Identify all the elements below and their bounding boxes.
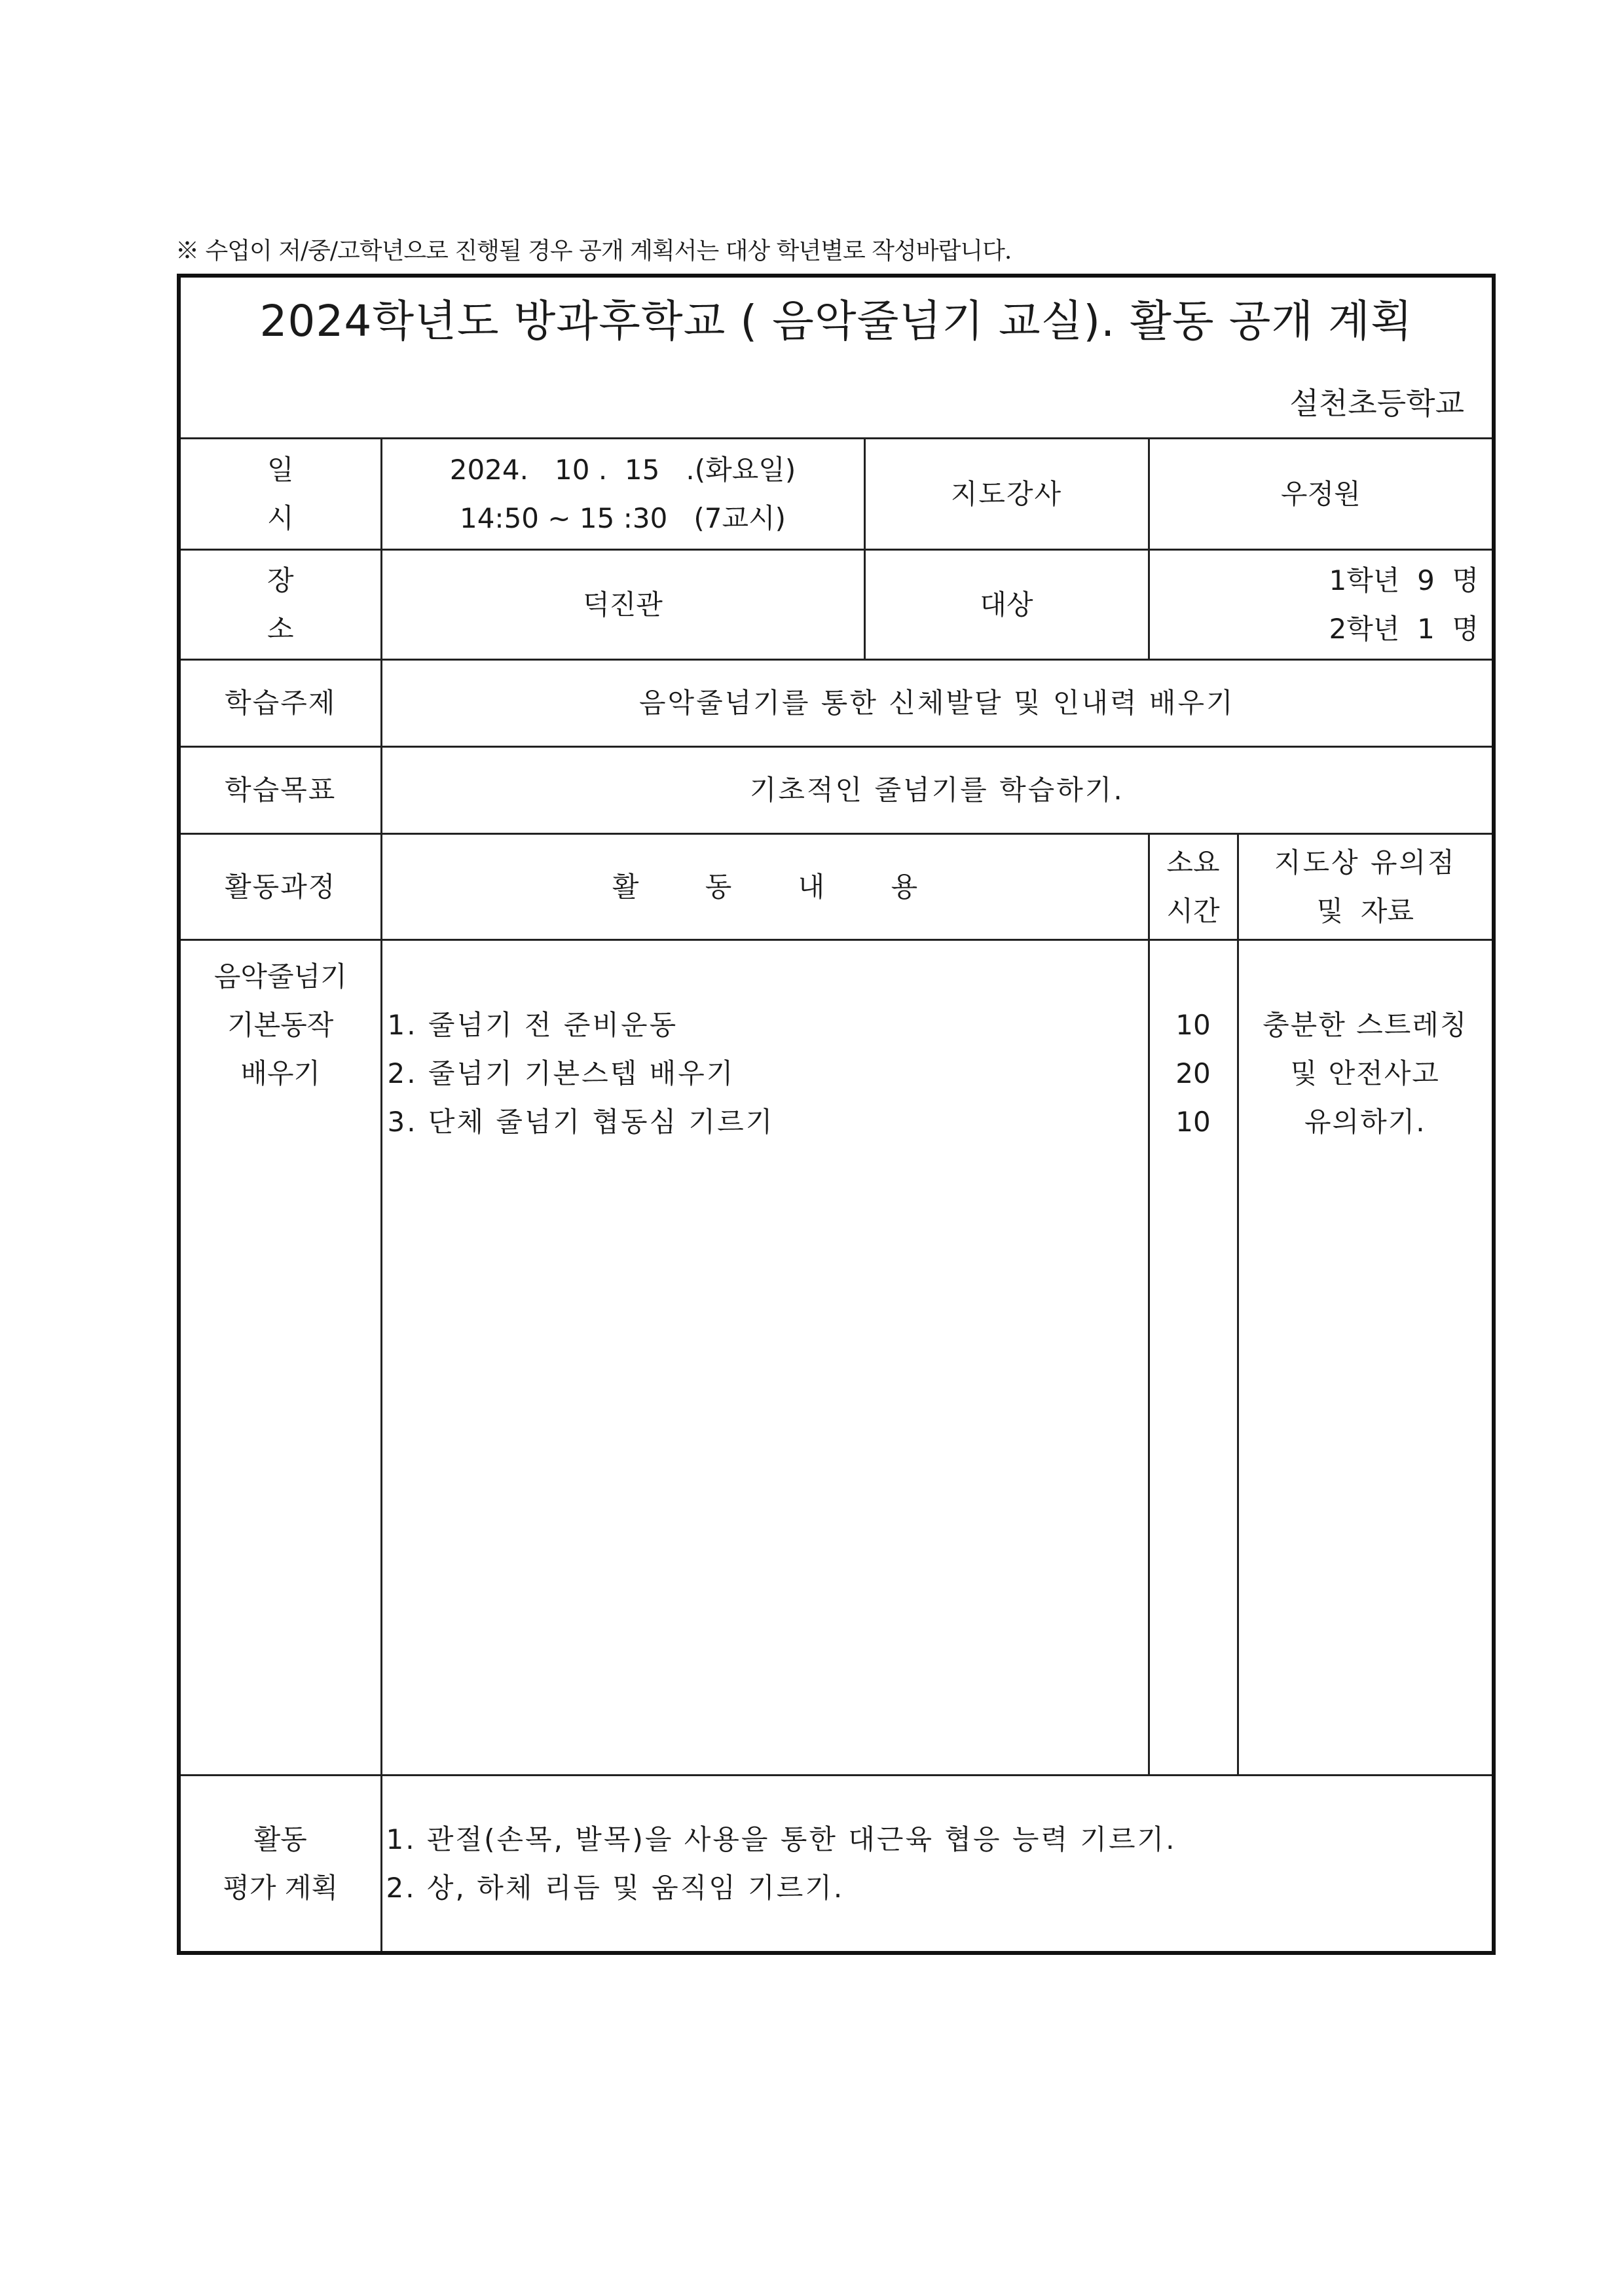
goal-row xyxy=(179,747,1494,834)
time-header-line2: 시간 xyxy=(1166,894,1220,927)
document-title: 2024학년도 방과후학교 ( 음악줄넘기 교실). 활동 공개 계획 xyxy=(259,296,1413,346)
content-header: 활 동 내 용 xyxy=(381,834,1149,940)
activity-header-row xyxy=(179,834,1494,940)
evaluation-row xyxy=(179,1776,1494,1954)
activity-item: 1. 줄넘기 전 준비운동 xyxy=(387,1009,678,1041)
school-name: 설천초등학교 xyxy=(1289,386,1465,421)
date-value xyxy=(381,439,864,550)
process-cell xyxy=(179,940,381,1776)
notes-line: 유의하기. xyxy=(1304,1106,1426,1138)
date-line: 2024. 10 . 15 .(화요일) xyxy=(449,453,796,486)
notes-header xyxy=(1238,834,1494,940)
notes-line: 충분한 스트레칭 xyxy=(1263,1009,1468,1041)
activity-time: 20 xyxy=(1175,1057,1211,1089)
time-line: 14:50 ~ 15 :30 (7교시) xyxy=(459,501,786,534)
place-label: 장 소 xyxy=(179,550,381,660)
process-header: 활동과정 xyxy=(179,834,381,940)
process-line: 음악줄넘기 xyxy=(213,960,347,993)
evaluation-content xyxy=(381,1776,1494,1954)
topic-label: 학습주제 xyxy=(179,660,381,747)
target-grade1: 1학년 9 명 xyxy=(1329,564,1479,596)
activity-item: 3. 단체 줄넘기 협동심 기르기 xyxy=(387,1106,775,1138)
evaluation-item: 1. 관절(손목, 발목)을 사용을 통한 대근육 협응 능력 기르기. xyxy=(386,1823,1177,1855)
target-value xyxy=(1149,550,1494,660)
goal-value: 기초적인 줄넘기를 학습하기. xyxy=(381,747,1494,834)
activity-time: 10 xyxy=(1175,1106,1211,1138)
date-row xyxy=(179,439,1494,550)
evaluation-label-line2: 평가 계획 xyxy=(223,1871,339,1904)
notes-header-line2: 및 자료 xyxy=(1316,894,1414,927)
time-cell xyxy=(1149,940,1238,1776)
date-label: 일 시 xyxy=(179,439,381,550)
evaluation-item: 2. 상, 하체 리듬 및 움직임 기르기. xyxy=(386,1871,845,1904)
target-grade2: 2학년 1 명 xyxy=(1329,612,1479,645)
goal-label: 학습목표 xyxy=(179,747,381,834)
activity-content-row xyxy=(179,940,1494,1776)
title-row xyxy=(179,276,1494,439)
topic-row xyxy=(179,660,1494,747)
instructor-value: 우정원 xyxy=(1149,439,1494,550)
plan-table xyxy=(177,274,1496,1955)
notes-cell xyxy=(1238,940,1494,1776)
instructor-label: 지도강사 xyxy=(864,439,1149,550)
evaluation-label xyxy=(179,1776,381,1954)
evaluation-label-line1: 활동 xyxy=(253,1823,307,1855)
notes-line: 및 안전사고 xyxy=(1290,1057,1440,1089)
notice-text: ※ 수업이 저/중/고학년으로 진행될 경우 공개 계획서는 대상 학년별로 작성바랍니다. xyxy=(175,238,1012,264)
process-line: 배우기 xyxy=(240,1057,321,1089)
topic-value: 음악줄넘기를 통한 신체발달 및 인내력 배우기 xyxy=(381,660,1494,747)
place-row xyxy=(179,550,1494,660)
target-label: 대상 xyxy=(864,550,1149,660)
activity-time: 10 xyxy=(1175,1009,1211,1041)
time-header xyxy=(1149,834,1238,940)
time-header-line1: 소요 xyxy=(1166,846,1220,879)
process-line: 기본동작 xyxy=(227,1009,334,1041)
place-value: 덕진관 xyxy=(381,550,864,660)
content-cell xyxy=(381,940,1149,1776)
title-cell xyxy=(179,276,1494,439)
notes-header-line1: 지도상 유의점 xyxy=(1274,846,1456,879)
activity-item: 2. 줄넘기 기본스텝 배우기 xyxy=(387,1057,735,1089)
